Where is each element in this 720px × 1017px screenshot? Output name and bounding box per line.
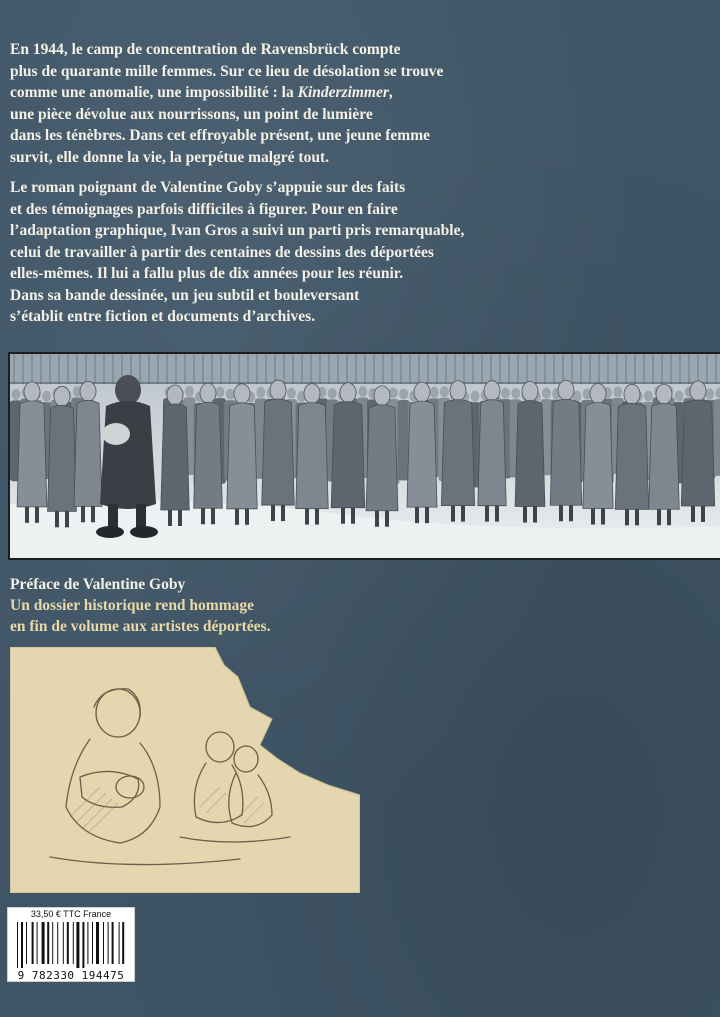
barracks-background: [10, 354, 720, 384]
torn-paper: [10, 647, 360, 893]
dossier-line: Un dossier historique rend hommage: [10, 597, 255, 614]
blurb-line: Le roman poignant de Valentine Goby s’appuie sur des faits: [10, 179, 406, 196]
blurb-line: elles-mêmes. Il lui a fallu plus de dix années pour les réunir.: [10, 265, 404, 282]
blurb-text: comme une anomalie, une impossibilité : la: [10, 84, 298, 101]
prisoner-figure: [441, 381, 474, 522]
blurb-line: dans les ténèbres. Dans cet effroyable présent, une jeune femme: [10, 127, 431, 144]
credits-block: [10, 574, 270, 637]
prisoner-figure: [550, 380, 582, 521]
barcode: [17, 922, 127, 968]
archival-pencil-sketch: [10, 647, 360, 893]
prisoner-figure: [515, 381, 545, 522]
prisoner-figure: [615, 384, 648, 525]
blurb-line: Dans sa bande dessinée, un jeu subtil et bouleversant: [10, 286, 360, 304]
price-label: 33,50 € TTC France: [30, 909, 112, 919]
dossier-line: en fin de volume aux artistes déportées.: [10, 618, 271, 635]
prisoner-figure: [714, 388, 720, 476]
blurb-line: En 1944, le camp de concentration de Ravensbrück compte: [10, 41, 401, 58]
blurb-text: ,: [388, 84, 393, 101]
blurb-line: l’adaptation graphique, Ivan Gros a suivi un parti pris remarquable,: [10, 222, 465, 239]
historical-dossier-note: [10, 595, 270, 637]
isbn-digits: 9 782330 194475: [17, 969, 125, 982]
prisoner-figure: [227, 384, 257, 525]
blurb-paragraph-2: [10, 177, 510, 328]
prisoner-figure: [262, 380, 295, 521]
kinderzimmer-term: Kinderzimmer: [297, 84, 389, 101]
prisoner-figure: [649, 384, 680, 525]
prisoner-figure: [478, 381, 506, 522]
blurb-line: une pièce dévolue aux nourrissons, un point de lumière: [10, 105, 373, 123]
prisoner-figure: [74, 381, 102, 522]
prisoner-figure: [17, 382, 47, 523]
price-barcode-box: [7, 907, 135, 982]
prisoner-figure: [366, 386, 398, 527]
prisoner-figure: [583, 384, 613, 525]
blurb-line: survit, elle donne la vie, la perpétue malgré tout.: [10, 148, 329, 166]
blurb-line: s’établit entre fiction et documents d’archives.: [10, 308, 316, 325]
mother-and-children-sketch: [10, 647, 360, 893]
prisoner-figure: [296, 384, 328, 525]
prisoner-figure: [194, 383, 223, 524]
blurb-paragraph-1: [10, 39, 510, 168]
blurb-line: [10, 82, 510, 104]
blurb-line: celui de travailler à partir des centaines de dessins des déportées: [10, 243, 434, 261]
prisoner-figure: [48, 386, 77, 527]
prisoner-figure: [681, 381, 714, 522]
prisoners-roll-call-illustration: [10, 354, 720, 558]
blurb-line: plus de quarante mille femmes. Sur ce lieu de désolation se trouve: [10, 62, 444, 80]
prisoner-figure: [161, 385, 190, 526]
prisoner-figure: [331, 383, 365, 524]
blurb-line: et des témoignages parfois difficiles à figurer. Pour en faire: [10, 200, 398, 218]
preface-credit: Préface de Valentine Goby: [10, 576, 186, 593]
prisoner-figure: [407, 382, 437, 523]
roll-call-illustration-panel: [8, 352, 720, 560]
